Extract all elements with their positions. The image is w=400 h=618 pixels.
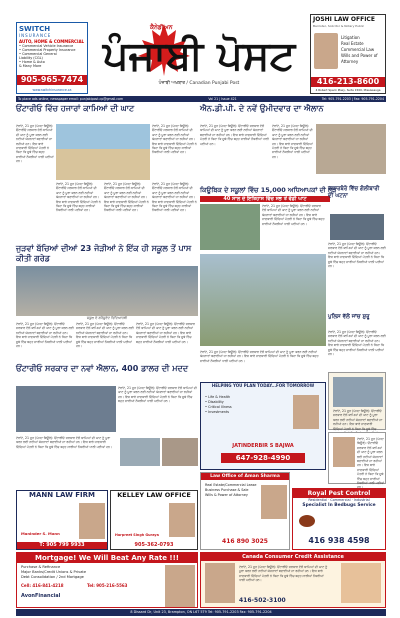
- masthead: [92, 14, 306, 94]
- joshi-service-3: Wills and Power of Attorney: [341, 53, 378, 64]
- switch-phone: 905-965-7474: [17, 75, 87, 85]
- article-text-13: ਟੋਰਾਂਟੋ, 21 ਜੂਨ (ਪੋਸਟ ਬਿਊਰੋ): ਓਂਟਾਰੀਓ ਸਰਕਾਰ ਵੱਲੋਂ ਕਾਮਿਆਂ ਦੀ ਘਾਟ ਨੂੰ ਪੂਰਾ ਕਰਨ ਲਈ ਨਵੀਆਂ ਯੋਜਨਾਵਾਂ ਬਣਾਈਆਂ ਜਾ ਰਹੀਆਂ ਹਨ। ਇਸ ਬਾਰੇ ਜਾਣਕਾਰੀ ਦਿੰਦਿਆਂ ਮੰਤਰੀ ਨੇ ਕਿਹਾ ਕਿ ਸੂਬੇ ਵਿੱਚ ਬਹੁਤ ਸਾਰੀਆਂ ਨੌਕਰੀਆਂ ਖਾਲੀ ਪਈਆਂ ਹਨ।: [328, 330, 386, 357]
- article-text-12: ਟੋਰਾਂਟੋ, 21 ਜੂਨ (ਪੋਸਟ ਬਿਊਰੋ): ਓਂਟਾਰੀਓ ਸਰਕਾਰ ਵੱਲੋਂ ਕਾਮਿਆਂ ਦੀ ਘਾਟ ਨੂੰ ਪੂਰਾ ਕਰਨ ਲਈ ਨਵੀਆਂ ਯੋਜਨਾਵਾਂ ਬਣਾਈਆਂ ਜਾ ਰਹੀਆਂ ਹਨ। ਇਸ ਬਾਰੇ ਜਾਣਕਾਰੀ ਦਿੰਦਿਆਂ ਮੰਤਰੀ ਨੇ ਕਿਹਾ ਕਿ ਸੂਬੇ ਵਿੱਚ ਬਹੁਤ ਸਾਰੀਆਂ ਨੌਕਰੀਆਂ ਖਾਲੀ ਪਈਆਂ ਹਨ।: [136, 322, 195, 344]
- switch-web: www.switchinsurance.ca: [32, 88, 72, 92]
- info-left: To place ads online, newspaper email: punjabipost.cp@gmail.com: [18, 97, 124, 101]
- footer: 8 Dissard Dr, Unit 23, Brampton, ON L6T 5T9 Tel: 905-791-2203 Fax: 905-791-2204: [16, 609, 386, 616]
- kelley-photo: [169, 503, 195, 537]
- right-ad2-text: ਟੋਰਾਂਟੋ, 21 ਜੂਨ (ਪੋਸਟ ਬਿਊਰੋ): ਓਂਟਾਰੀਓ ਸਰਕਾਰ ਵੱਲੋਂ ਕਾਮਿਆਂ ਦੀ ਘਾਟ ਨੂੰ ਪੂਰਾ ਕਰਨ ਲਈ ਨਵੀਆਂ ਯੋਜਨਾਵਾਂ ਬਣਾਈਆਂ ਜਾ ਰਹੀਆਂ ਹਨ। ਇਸ ਬਾਰੇ ਜਾਣਕਾਰੀ ਦਿੰਦਿਆਂ ਮੰਤਰੀ ਨੇ ਕਿਹਾ ਕਿ ਸੂਬੇ ਵਿੱਚ ਬਹੁਤ ਸਾਰੀਆਂ ਨੌਕਰੀਆਂ ਖਾਲੀ ਪਈਆਂ: [357, 437, 385, 486]
- article-text-1: ਟੋਰਾਂਟੋ, 21 ਜੂਨ (ਪੋਸਟ ਬਿਊਰੋ): ਓਂਟਾਰੀਓ ਸਰਕਾਰ ਵੱਲੋਂ ਕਾਮਿਆਂ ਦੀ ਘਾਟ ਨੂੰ ਪੂਰਾ ਕਰਨ ਲਈ ਨਵੀਆਂ ਯੋਜਨਾਵਾਂ ਬਣਾਈਆਂ ਜਾ ਰਹੀਆਂ ਹਨ। ਇਸ ਬਾਰੇ ਜਾਣਕਾਰੀ ਦਿੰਦਿਆਂ ਮੰਤਰੀ ਨੇ ਕਿਹਾ ਕਿ ਸੂਬੇ ਵਿੱਚ ਬਹੁਤ ਸਾਰੀਆਂ ਨੌਕਰੀਆਂ ਖਾਲੀ ਪਈਆਂ ਹਨ।: [16, 124, 54, 164]
- mann-photo: [79, 503, 105, 539]
- headline-lower[interactable]: ਓਂਟਾਰੀਓ ਸਰਕਾਰ ਦਾ ਨਵਾਂ ਐਲਾਨ, 400 ਡਾਲਰ ਦੀ ਮਦਦ: [16, 364, 189, 373]
- article-text-8: ਟੋਰਾਂਟੋ, 21 ਜੂਨ (ਪੋਸਟ ਬਿਊਰੋ): ਓਂਟਾਰੀਓ ਸਰਕਾਰ ਵੱਲੋਂ ਕਾਮਿਆਂ ਦੀ ਘਾਟ ਨੂੰ ਪੂਰਾ ਕਰਨ ਲਈ ਨਵੀਆਂ ਯੋਜਨਾਵਾਂ ਬਣਾਈਆਂ ਜਾ ਰਹੀਆਂ ਹਨ। ਇਸ ਬਾਰੇ ਜਾਣਕਾਰੀ ਦਿੰਦਿਆਂ ਮੰਤਰੀ ਨੇ ਕਿਹਾ ਕਿ ਸੂਬੇ ਵਿੱਚ ਬਹੁਤ ਸਾਰੀਆਂ ਨੌਕਰੀਆਂ ਖਾਲੀ ਪਈਆਂ ਹਨ।: [262, 204, 325, 226]
- joshi-sub: Barrister, Solicitor & Notary Public: [313, 24, 365, 28]
- royal-title: Royal Pest Control: [293, 489, 385, 498]
- aman-phone: 416 890 3025: [222, 538, 268, 545]
- article-text-11: ਟੋਰਾਂਟੋ, 21 ਜੂਨ (ਪੋਸਟ ਬਿਊਰੋ): ਓਂਟਾਰੀਓ ਸਰਕਾਰ ਵੱਲੋਂ ਕਾਮਿਆਂ ਦੀ ਘਾਟ ਨੂੰ ਪੂਰਾ ਕਰਨ ਲਈ ਨਵੀਆਂ ਯੋਜਨਾਵਾਂ ਬਣਾਈਆਂ ਜਾ ਰਹੀਆਂ ਹਨ। ਇਸ ਬਾਰੇ ਜਾਣਕਾਰੀ ਦਿੰਦਿਆਂ ਮੰਤਰੀ ਨੇ ਕਿਹਾ ਕਿ ਸੂਬੇ ਵਿੱਚ ਬਹੁਤ ਸਾਰੀਆਂ ਨੌਕਰੀਆਂ ਖਾਲੀ ਪਈਆਂ ਹਨ।: [76, 322, 134, 349]
- joshi-title: JOSHI LAW OFFICE: [313, 16, 375, 23]
- joshi-phone: 416-213-8600: [311, 77, 385, 87]
- article-text-2: ਟੋਰਾਂਟੋ, 21 ਜੂਨ (ਪੋਸਟ ਬਿਊਰੋ): ਓਂਟਾਰੀਓ ਸਰਕਾਰ ਵੱਲੋਂ ਕਾਮਿਆਂ ਦੀ ਘਾਟ ਨੂੰ ਪੂਰਾ ਕਰਨ ਲਈ ਨਵੀਆਂ ਯੋਜਨਾਵਾਂ ਬਣਾਈਆਂ ਜਾ ਰਹੀਆਂ ਹਨ। ਇਸ ਬਾਰੇ ਜਾਣਕਾਰੀ ਦਿੰਦਿਆਂ ਮੰਤਰੀ ਨੇ ਕਿਹਾ ਕਿ ਸੂਬੇ ਵਿੱਚ ਬਹੁਤ ਸਾਰੀਆਂ ਨੌਕਰੀਆਂ ਖਾਲੀ ਪਈਆਂ ਹਨ।: [152, 124, 197, 155]
- royal-spec: Specialist In Bedbugs Service: [302, 503, 376, 508]
- mortgage-line-0: Purchase & Refinance: [21, 565, 61, 569]
- switch-insurance-ad[interactable]: [16, 22, 88, 94]
- canada-title: Canada Consumer Credit Assistance: [201, 553, 385, 561]
- article-text-10: ਟੋਰਾਂਟੋ, 21 ਜੂਨ (ਪੋਸਟ ਬਿਊਰੋ): ਓਂਟਾਰੀਓ ਸਰਕਾਰ ਵੱਲੋਂ ਕਾਮਿਆਂ ਦੀ ਘਾਟ ਨੂੰ ਪੂਰਾ ਕਰਨ ਲਈ ਨਵੀਆਂ ਯੋਜਨਾਵਾਂ ਬਣਾਈਆਂ ਜਾ ਰਹੀਆਂ ਹਨ। ਇਸ ਬਾਰੇ ਜਾਣਕਾਰੀ ਦਿੰਦਿਆਂ ਮੰਤਰੀ ਨੇ ਕਿਹਾ ਕਿ ਸੂਬੇ ਵਿੱਚ ਬਹੁਤ ਸਾਰੀਆਂ ਨੌਕਰੀਆਂ ਖਾਲੀ ਪਈਆਂ ਹਨ।: [16, 322, 74, 349]
- masthead-weekly: ਕੈਨੇਡੀਅਨ: [150, 24, 173, 31]
- joshi-address: 4 Robert Speck Pkwy, Suite 1500, Mississauga: [315, 88, 381, 92]
- group-photo: [200, 254, 326, 346]
- masthead-subtitle: ਪੰਜਾਬੀ ਅਖ਼ਬਾਰ / Canadian Punjabi Post: [158, 81, 240, 86]
- switch-line-2: • Commercial Property Insurance: [19, 48, 76, 52]
- joshi-service-1: Real Estate: [341, 41, 364, 46]
- switch-line-4: Liability (CGL): [19, 56, 43, 60]
- royal-phone: 416 938 4598: [308, 536, 370, 545]
- article-text-5: ਟੋਰਾਂਟੋ, 21 ਜੂਨ (ਪੋਸਟ ਬਿਊਰੋ): ਓਂਟਾਰੀਓ ਸਰਕਾਰ ਵੱਲੋਂ ਕਾਮਿਆਂ ਦੀ ਘਾਟ ਨੂੰ ਪੂਰਾ ਕਰਨ ਲਈ ਨਵੀਆਂ ਯੋਜਨਾਵਾਂ ਬਣਾਈਆਂ ਜਾ ਰਹੀਆਂ ਹਨ। ਇਸ ਬਾਰੇ ਜਾਣਕਾਰੀ ਦਿੰਦਿਆਂ ਮੰਤਰੀ ਨੇ ਕਿਹਾ ਕਿ ਸੂਬੇ ਵਿੱਚ ਬਹੁਤ ਸਾਰੀਆਂ ਨੌਕਰੀਆਂ ਖਾਲੀ ਪਈਆਂ ਹਨ।: [56, 182, 101, 213]
- headline-right-col[interactable]: ਸਕਾਰਬੋਰੋ ਵਿੱਚ ਗੋਲੀਬਾਰੀ ਦੀ ਘਟਨਾ: [328, 186, 380, 199]
- article-text-6: ਟੋਰਾਂਟੋ, 21 ਜੂਨ (ਪੋਸਟ ਬਿਊਰੋ): ਓਂਟਾਰੀਓ ਸਰਕਾਰ ਵੱਲੋਂ ਕਾਮਿਆਂ ਦੀ ਘਾਟ ਨੂੰ ਪੂਰਾ ਕਰਨ ਲਈ ਨਵੀਆਂ ਯੋਜਨਾਵਾਂ ਬਣਾਈਆਂ ਜਾ ਰਹੀਆਂ ਹਨ। ਇਸ ਬਾਰੇ ਜਾਣਕਾਰੀ ਦਿੰਦਿਆਂ ਮੰਤਰੀ ਨੇ ਕਿਹਾ ਕਿ ਸੂਬੇ ਵਿੱਚ ਬਹੁਤ ਸਾਰੀਆਂ ਨੌਕਰੀਆਂ ਖਾਲੀ ਪਈਆਂ ਹਨ।: [104, 182, 149, 213]
- mortgage-line-1: Major Banks/Credit Unions & Private: [21, 570, 87, 574]
- royal-pest-ad[interactable]: [292, 488, 386, 550]
- twins-caption: ਸਕੂਲ ਦੇ ਗਰੈਜੂਏਟ ਵਿਦਿਆਰਥੀ: [86, 316, 128, 320]
- mortgage-tel: Tel: 905-216-5563: [87, 583, 128, 588]
- article-text-14: ਟੋਰਾਂਟੋ, 21 ਜੂਨ (ਪੋਸਟ ਬਿਊਰੋ): ਓਂਟਾਰੀਓ ਸਰਕਾਰ ਵੱਲੋਂ ਕਾਮਿਆਂ ਦੀ ਘਾਟ ਨੂੰ ਪੂਰਾ ਕਰਨ ਲਈ ਨਵੀਆਂ ਯੋਜਨਾਵਾਂ ਬਣਾਈਆਂ ਜਾ ਰਹੀਆਂ ਹਨ। ਇਸ ਬਾਰੇ ਜਾਣਕਾਰੀ ਦਿੰਦਿਆਂ ਮੰਤਰੀ ਨੇ ਕਿਹਾ ਕਿ ਸੂਬੇ ਵਿੱਚ ਬਹੁਤ ਸਾਰੀਆਂ ਨੌਕਰੀਆਂ ਖਾਲੀ ਪਈਆਂ ਹਨ।: [118, 386, 197, 404]
- canada-phone: 416-502-3100: [239, 597, 286, 604]
- kelley-title: KELLEY LAW OFFICE: [117, 491, 191, 499]
- aman-photo: [261, 485, 287, 519]
- help-name: JATINDERBIR S BAJWA: [232, 443, 294, 449]
- help-bullet-critical: • Critical Illness: [205, 405, 232, 409]
- mortgage-title: Mortgage! We Will Beat Any Rate !!!: [17, 553, 197, 563]
- article-text-3: ਟੋਰਾਂਟੋ, 21 ਜੂਨ (ਪੋਸਟ ਬਿਊਰੋ): ਓਂਟਾਰੀਓ ਸਰਕਾਰ ਵੱਲੋਂ ਕਾਮਿਆਂ ਦੀ ਘਾਟ ਨੂੰ ਪੂਰਾ ਕਰਨ ਲਈ ਨਵੀਆਂ ਯੋਜਨਾਵਾਂ ਬਣਾਈਆਂ ਜਾ ਰਹੀਆਂ ਹਨ। ਇਸ ਬਾਰੇ ਜਾਣਕਾਰੀ ਦਿੰਦਿਆਂ ਮੰਤਰੀ ਨੇ ਕਿਹਾ ਕਿ ਸੂਬੇ ਵਿੱਚ ਬਹੁਤ ਸਾਰੀਆਂ ਨੌਕਰੀਆਂ ਖਾਲੀ ਪਈਆਂ ਹਨ।: [200, 124, 269, 146]
- aman-law-ad[interactable]: [200, 472, 290, 550]
- help-bullet-invest: • Investments: [205, 410, 230, 414]
- help-phone: 647-928-4990: [221, 453, 305, 463]
- info-bar: [16, 96, 386, 102]
- headline-school[interactable]: ਕਿਊਬਿਕ ਦੇ ਸਕੂਲਾਂ ਵਿੱਚ 15,000 ਅਧਿਆਪਕਾਂ ਦੀ ਲੋੜ: [200, 186, 337, 194]
- headline-right-col2[interactable]: ਪੁਲਿਸ ਵੱਲੋਂ ਜਾਂਚ ਸ਼ੁਰੂ: [328, 314, 370, 320]
- canada-photo: [205, 563, 235, 603]
- mortgage-ad[interactable]: [16, 552, 198, 608]
- kelley-law-ad[interactable]: [110, 490, 198, 550]
- royal-sub: Residential · Commercial · Industrial: [308, 498, 370, 502]
- headline-top-left[interactable]: ਓਂਟਾਰੀਓ ਵਿੱਚ ਹਜਾਰਾਂ ਕਾਮਿਆਂ ਦੀ ਘਾਟ: [16, 104, 135, 113]
- article-text-4: ਟੋਰਾਂਟੋ, 21 ਜੂਨ (ਪੋਸਟ ਬਿਊਰੋ): ਓਂਟਾਰੀਓ ਸਰਕਾਰ ਵੱਲੋਂ ਕਾਮਿਆਂ ਦੀ ਘਾਟ ਨੂੰ ਪੂਰਾ ਕਰਨ ਲਈ ਨਵੀਆਂ ਯੋਜਨਾਵਾਂ ਬਣਾਈਆਂ ਜਾ ਰਹੀਆਂ ਹਨ। ਇਸ ਬਾਰੇ ਜਾਣਕਾਰੀ ਦਿੰਦਿਆਂ ਮੰਤਰੀ ਨੇ ਕਿਹਾ ਕਿ ਸੂਬੇ ਵਿੱਚ ਬਹੁਤ ਸਾਰੀਆਂ ਨੌਕਰੀਆਂ ਖਾਲੀ ਪਈਆਂ ਹਨ।: [272, 124, 313, 159]
- mann-name: Maninder S. Mann: [21, 531, 60, 536]
- right-ad2-photo: [333, 437, 355, 467]
- aman-service-2: Wills & Power of Attorney: [205, 493, 248, 497]
- info-mid: Vol 21 | Issue 421: [208, 97, 237, 101]
- canada-text: ਟੋਰਾਂਟੋ, 21 ਜੂਨ (ਪੋਸਟ ਬਿਊਰੋ): ਓਂਟਾਰੀਓ ਸਰਕਾਰ ਵੱਲੋਂ ਕਾਮਿਆਂ ਦੀ ਘਾਟ ਨੂੰ ਪੂਰਾ ਕਰਨ ਲਈ ਨਵੀਆਂ ਯੋਜਨਾਵਾਂ ਬਣਾਈਆਂ ਜਾ ਰਹੀਆਂ ਹਨ। ਇਸ ਬਾਰੇ ਜਾਣਕਾਰੀ ਦਿੰਦਿਆਂ ਮੰਤਰੀ ਨੇ ਕਿਹਾ ਕਿ ਸੂਬੇ ਵਿੱਚ ਬਹੁਤ ਸਾਰੀਆਂ ਨੌਕਰੀਆਂ ਖਾਲੀ ਪਈਆਂ ਹਨ।: [239, 565, 328, 583]
- switch-line-5: • Home & Auto: [19, 60, 45, 64]
- mann-phone: T: 905 799 9933: [17, 542, 107, 549]
- right-ad-1[interactable]: [328, 372, 386, 430]
- kelley-name: Harpreet Singh Guraya: [115, 533, 159, 537]
- mortgage-brand: AvonFinancial: [21, 593, 61, 599]
- mortgage-photo: [165, 565, 195, 607]
- mortgage-cell: Cell: 416-841-4218: [21, 583, 64, 588]
- help-title: HELPING YOU PLAN TODAY...FOR TOMORROW: [211, 383, 315, 388]
- headline-school-sub: 40 ਸਾਲ ਦੇ ਇਤਿਹਾਸ ਵਿੱਚ ਸਭ ਤੋਂ ਵੱਡੀ ਘਾਟ: [200, 196, 330, 202]
- switch-line-0: AUTO, HOME & COMMERCIAL: [19, 39, 85, 44]
- article-text-15: ਟੋਰਾਂਟੋ, 21 ਜੂਨ (ਪੋਸਟ ਬਿਊਰੋ): ਓਂਟਾਰੀਓ ਸਰਕਾਰ ਵੱਲੋਂ ਕਾਮਿਆਂ ਦੀ ਘਾਟ ਨੂੰ ਪੂਰਾ ਕਰਨ ਲਈ ਨਵੀਆਂ ਯੋਜਨਾਵਾਂ ਬਣਾਈਆਂ ਜਾ ਰਹੀਆਂ ਹਨ। ਇਸ ਬਾਰੇ ਜਾਣਕਾਰੀ ਦਿੰਦਿਆਂ ਮੰਤਰੀ ਨੇ ਕਿਹਾ ਕਿ ਸੂਬੇ ਵਿੱਚ ਬਹੁਤ ਸਾਰੀਆਂ ਨੌਕਰੀਆਂ ਖਾਲੀ ਪਈਆਂ ਹਨ।: [16, 436, 113, 449]
- canada-photo-2: [341, 563, 381, 603]
- small-photo-2: [162, 438, 198, 466]
- small-photo-1: [120, 438, 160, 466]
- article-text-9: ਟੋਰਾਂਟੋ, 21 ਜੂਨ (ਪੋਸਟ ਬਿਊਰੋ): ਓਂਟਾਰੀਓ ਸਰਕਾਰ ਵੱਲੋਂ ਕਾਮਿਆਂ ਦੀ ਘਾਟ ਨੂੰ ਪੂਰਾ ਕਰਨ ਲਈ ਨਵੀਆਂ ਯੋਜਨਾਵਾਂ ਬਣਾਈਆਂ ਜਾ ਰਹੀਆਂ ਹਨ। ਇਸ ਬਾਰੇ ਜਾਣਕਾਰੀ ਦਿੰਦਿਆਂ ਮੰਤਰੀ ਨੇ ਕਿਹਾ ਕਿ ਸੂਬੇ ਵਿੱਚ ਬਹੁਤ ਸਾਰੀਆਂ ਨੌਕਰੀਆਂ ਖਾਲੀ ਪਈਆਂ ਹਨ।: [328, 242, 386, 269]
- mortgage-line-2: Debt Consolidation / 2nd Mortgage: [21, 575, 84, 579]
- masthead-title: ਪੰਜਾਬੀ ਪੋਸਟ: [102, 32, 296, 79]
- article-text-7: ਟੋਰਾਂਟੋ, 21 ਜੂਨ (ਪੋਸਟ ਬਿਊਰੋ): ਓਂਟਾਰੀਓ ਸਰਕਾਰ ਵੱਲੋਂ ਕਾਮਿਆਂ ਦੀ ਘਾਟ ਨੂੰ ਪੂਰਾ ਕਰਨ ਲਈ ਨਵੀਆਂ ਯੋਜਨਾਵਾਂ ਬਣਾਈਆਂ ਜਾ ਰਹੀਆਂ ਹਨ। ਇਸ ਬਾਰੇ ਜਾਣਕਾਰੀ ਦਿੰਦਿਆਂ ਮੰਤਰੀ ਨੇ ਕਿਹਾ ਕਿ ਸੂਬੇ ਵਿੱਚ ਬਹੁਤ ਸਾਰੀਆਂ ਨੌਕਰੀਆਂ ਖਾਲੀ ਪਈਆਂ ਹਨ।: [152, 182, 197, 213]
- aman-service-1: Business Purchase & Sale: [205, 488, 249, 492]
- joshi-service-2: Commercial Law: [341, 47, 375, 52]
- lawyer-photo: [314, 33, 338, 69]
- help-plan-ad[interactable]: [200, 382, 326, 470]
- right-ad-2[interactable]: [328, 432, 386, 484]
- crowd-photo: [200, 204, 260, 250]
- bedbug-icon: [299, 515, 315, 527]
- beach-photo: [56, 124, 150, 180]
- canada-credit-ad[interactable]: [200, 552, 386, 608]
- aman-title: Law Office of Aman Sharma: [201, 473, 289, 480]
- twins-photo: [16, 266, 198, 316]
- article-text-16: ਟੋਰਾਂਟੋ, 21 ਜੂਨ (ਪੋਸਟ ਬਿਊਰੋ): ਓਂਟਾਰੀਓ ਸਰਕਾਰ ਵੱਲੋਂ ਕਾਮਿਆਂ ਦੀ ਘਾਟ ਨੂੰ ਪੂਰਾ ਕਰਨ ਲਈ ਨਵੀਆਂ ਯੋਜਨਾਵਾਂ ਬਣਾਈਆਂ ਜਾ ਰਹੀਆਂ ਹਨ। ਇਸ ਬਾਰੇ ਜਾਣਕਾਰੀ ਦਿੰਦਿਆਂ ਮੰਤਰੀ ਨੇ ਕਿਹਾ ਕਿ ਸੂਬੇ ਵਿੱਚ ਬਹੁਤ ਸਾਰੀਆਂ ਨੌਕਰੀਆਂ ਖਾਲੀ ਪਈਆਂ ਹਨ।: [200, 350, 319, 363]
- help-bullet-disability: • Disability: [205, 400, 224, 404]
- joshi-law-ad[interactable]: [310, 14, 386, 94]
- protest-photo: [16, 386, 116, 432]
- switch-line-3: • Commercial General: [19, 52, 57, 56]
- agent-photo: [293, 395, 319, 429]
- help-bullet-life: • Life & Health: [205, 395, 231, 399]
- joshi-service-0: Litigation: [341, 35, 360, 40]
- candidate-photo: [316, 124, 386, 174]
- headline-children[interactable]: ਜੁੜਵਾਂ ਬੱਚਿਆਂ ਦੀਆਂ 23 ਜੋੜੀਆਂ ਨੇ ਇੱਕ ਹੀ ਸਕੂਲ ਤੋਂ ਪਾਸ ਕੀਤੀ ਗਰੇਡ: [16, 244, 192, 263]
- mann-title: MANN LAW FIRM: [28, 491, 95, 499]
- headline-top-right[interactable]: ਐਨ.ਡੀ.ਪੀ. ਦੇ ਨਵੇਂ ਉਮੀਦਵਾਰ ਦਾ ਐਲਾਨ: [200, 104, 324, 113]
- right-ad-text: ਟੋਰਾਂਟੋ, 21 ਜੂਨ (ਪੋਸਟ ਬਿਊਰੋ): ਓਂਟਾਰੀਓ ਸਰਕਾਰ ਵੱਲੋਂ ਕਾਮਿਆਂ ਦੀ ਘਾਟ ਨੂੰ ਪੂਰਾ ਕਰਨ ਲਈ ਨਵੀਆਂ ਯੋਜਨਾਵਾਂ ਬਣਾਈਆਂ ਜਾ ਰਹੀਆਂ ਹਨ। ਇਸ ਬਾਰੇ ਜਾਣਕਾਰੀ ਦਿੰਦਿਆਂ ਮੰਤਰੀ ਨੇ ਕਿਹਾ ਕਿ ਸੂਬੇ ਵਿੱਚ: [333, 409, 383, 431]
- aman-service-0: Real Estate/Commercial Lease: [205, 483, 257, 487]
- kelley-phone: 905-362-0793: [134, 542, 174, 548]
- right-ad-photo: [333, 377, 383, 407]
- switch-line-1: • Commercial Vehicle Insurance: [19, 44, 74, 48]
- switch-line-6: & Many More: [19, 64, 42, 68]
- right-photo-1: [330, 214, 384, 240]
- mann-law-ad[interactable]: [16, 490, 108, 550]
- info-right: Tel: 905-791-2203 | Fax: 905-791-2204: [321, 97, 384, 101]
- switch-brand: SWITCH: [19, 25, 51, 33]
- switch-sub: INSURANCE: [19, 33, 52, 38]
